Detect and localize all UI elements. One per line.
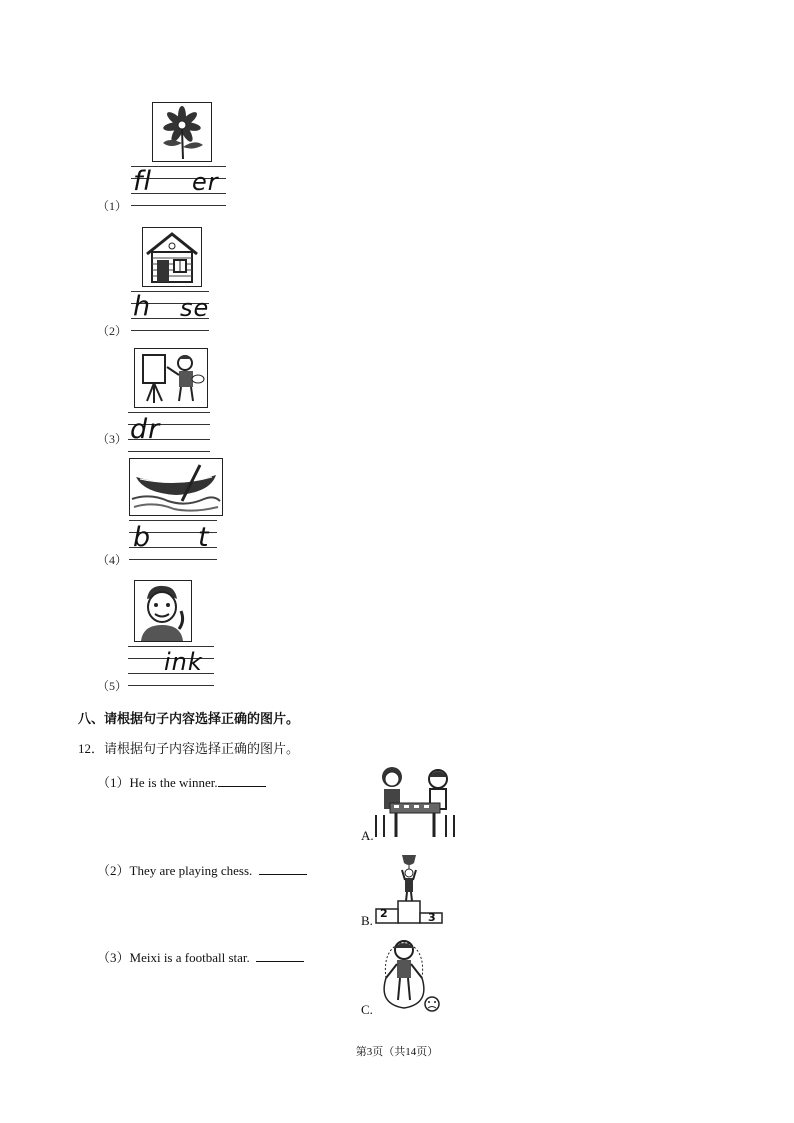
kids-playing-chess-icon: [372, 765, 458, 839]
flower-picture: [152, 102, 212, 162]
spelling-1-right: er: [192, 168, 219, 196]
answer-blank-1[interactable]: [218, 774, 266, 787]
option-b-picture: [372, 853, 446, 925]
statement-2: [97, 860, 307, 879]
painting-picture: [134, 348, 208, 408]
boat-icon: [130, 459, 222, 515]
house-icon: [143, 228, 201, 286]
answer-blank-2[interactable]: [259, 862, 307, 875]
statement-1: [97, 772, 266, 791]
item-number-4: （4）: [97, 553, 128, 567]
statement-text: He is the winner.: [129, 775, 218, 790]
option-b-label: B.: [361, 913, 373, 928]
spelling-4-left: b: [133, 522, 152, 553]
spelling-2-left: h: [133, 291, 152, 322]
page-footer: 第3页（共14页）: [355, 1046, 439, 1058]
boy-picture: [134, 580, 192, 642]
item-number-3: （3）: [97, 432, 128, 446]
spelling-3-left: dr: [130, 414, 161, 445]
answer-blank-3[interactable]: [256, 949, 304, 962]
question-12: 12．请根据句子内容选择正确的图片。: [78, 741, 300, 756]
flower-icon: [153, 103, 211, 161]
option-c-picture: [374, 938, 444, 1014]
item-number-1: （1）: [97, 199, 128, 213]
section-heading: 八、请根据句子内容选择正确的图片。: [78, 712, 300, 727]
spelling-1-left: fl: [133, 166, 153, 197]
option-a-label: A.: [361, 828, 374, 843]
podium-second: 2: [380, 907, 388, 920]
item-number-2: （2）: [97, 324, 128, 338]
podium-third: 3: [428, 911, 436, 924]
spelling-2-right: se: [180, 294, 210, 322]
statement-text: Meixi is a football star.: [129, 950, 250, 965]
statement-number: （3）: [97, 950, 130, 965]
item-number-5: （5）: [97, 679, 128, 693]
option-c-label: C.: [361, 1002, 373, 1017]
spelling-5-right: ink: [164, 648, 203, 676]
statement-number: （1）: [97, 775, 130, 790]
boy-thinking-icon: [135, 581, 191, 641]
spelling-4-right: t: [198, 522, 210, 553]
house-picture: [142, 227, 202, 287]
girl-skipping-rope-icon: [374, 938, 444, 1014]
painting-icon: [135, 349, 207, 407]
statement-text: They are playing chess.: [129, 863, 253, 878]
option-a-picture: [372, 765, 458, 839]
boat-picture: [129, 458, 223, 516]
statement-3: [97, 947, 304, 966]
statement-number: （2）: [97, 863, 130, 878]
